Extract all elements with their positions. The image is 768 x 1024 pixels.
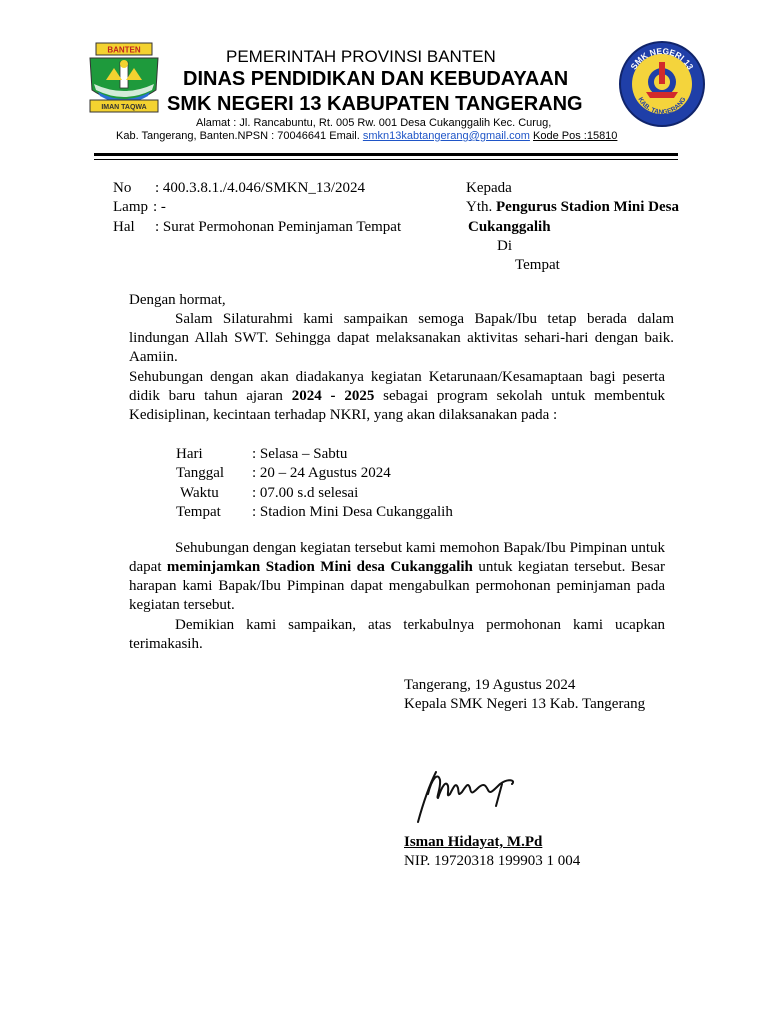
signatory-nip: NIP. 19720318 199903 1 004 xyxy=(404,853,581,869)
detail-value-time: : 07.00 s.d selesai xyxy=(252,485,359,501)
addressee-name-1: Pengurus Stadion Mini Desa xyxy=(496,199,679,215)
paragraph-purpose xyxy=(129,368,665,425)
kop-address-line-1: Alamat : Jl. Rancabuntu, Rt. 005 Rw. 001 Desa Cukanggalih Kec. Curug, xyxy=(196,117,552,129)
paragraph-request-text-b: untuk kegiatan tersebut. Besar harapan kami Bapak/Ibu Pimpinan dapat mengabulkan permohonan peminjaman pada kegiatan tersebut. xyxy=(129,559,665,613)
handwritten-signature xyxy=(408,764,528,830)
kop-address-line-2 xyxy=(116,130,617,142)
request-venue: meminjamkan Stadion Mini desa Cukanggalih xyxy=(166,559,473,575)
paragraph-closing: Demikian kami sampaikan, atas terkabulnya permohonan kami ucapkan terimakasih. xyxy=(129,617,665,652)
paragraph-request-text-a: Sehubungan dengan kegiatan tersebut kami memohon Bapak/Ibu Pimpinan untuk dapat xyxy=(129,540,665,575)
meta-hal-value: : Surat Permohonan Peminjaman Tempat xyxy=(155,219,402,235)
signature-position: Kepala SMK Negeri 13 Kab. Tangerang xyxy=(404,696,646,712)
kop-postal-code: Kode Pos :15810 xyxy=(533,130,618,142)
paragraph-purpose-text-b: sebagai program sekolah untuk membentuk Kedisiplinan, kecintaan terhadap NKRI, yang akan dilaksanakan pada : xyxy=(129,388,665,423)
paragraph-purpose-text-a: Sehubungan dengan akan diadakanya kegiatan Ketarunaan/Kesamaptaan bagi peserta didik baru tahun ajaran xyxy=(129,369,665,404)
academic-year: 2024 - 2025 xyxy=(291,388,375,404)
meta-hal-label: Hal xyxy=(113,219,135,235)
kop-divider-thin xyxy=(94,159,678,160)
signatory-name: Isman Hidayat, M.Pd xyxy=(404,834,543,850)
kop-divider-thick xyxy=(94,153,678,156)
detail-label-time: Waktu xyxy=(180,485,219,501)
addressee-tempat: Tempat xyxy=(515,257,560,273)
school-logo xyxy=(618,40,706,128)
paragraph-opening: Salam Silaturahmi kami sampaikan semoga Bapak/Ibu tetap berada dalam lindungan Allah SWT. Sehingga dapat melaksanakan aktivitas sehari-hari dengan baik. Aamiin. xyxy=(129,311,674,365)
school-email-link[interactable]: smkn13kabtangerang@gmail.com xyxy=(362,130,530,142)
addressee-yth: Yth. xyxy=(466,199,496,215)
kop-school-name: SMK NEGERI 13 KABUPATEN TANGERANG xyxy=(167,93,583,115)
addressee-line-1 xyxy=(466,198,679,217)
school-logo-top-text: SMK NEGERI 13 xyxy=(628,45,696,72)
kop-government-line: PEMERINTAH PROVINSI BANTEN xyxy=(226,47,496,66)
addressee-name-2: Cukanggalih xyxy=(468,219,551,235)
detail-value-place: : Stadion Mini Desa Cukanggalih xyxy=(252,504,453,520)
detail-label-date: Tanggal xyxy=(176,465,225,481)
addressee-di: Di xyxy=(497,238,512,254)
banten-emblem-top-text: BANTEN xyxy=(107,45,141,55)
detail-label-place: Tempat xyxy=(176,504,221,520)
kop-department-line: DINAS PENDIDIKAN DAN KEBUDAYAAN xyxy=(183,68,569,90)
addressee-kepada: Kepada xyxy=(466,180,512,196)
detail-label-day: Hari xyxy=(176,446,203,462)
detail-value-day: : Selasa – Sabtu xyxy=(252,446,348,462)
meta-lamp-value: : - xyxy=(153,199,166,215)
kop-address-npsn: Kab. Tangerang, Banten.NPSN : 70046641 Email. xyxy=(116,130,363,142)
meta-no-label: No xyxy=(113,180,132,196)
school-logo-bottom-text: KAB. TANGERANG xyxy=(636,96,688,117)
meta-no-value: : 400.3.8.1./4.046/SMKN_13/2024 xyxy=(155,180,366,196)
banten-emblem-logo xyxy=(84,40,164,116)
signature-place-date: Tangerang, 19 Agustus 2024 xyxy=(404,677,576,693)
detail-value-date: : 20 – 24 Agustus 2024 xyxy=(252,465,391,481)
paragraph-request xyxy=(129,539,665,615)
meta-lamp-label: Lamp xyxy=(113,199,148,215)
banten-emblem-bottom-text: IMAN TAQWA xyxy=(101,104,147,111)
greeting: Dengan hormat, xyxy=(129,292,226,308)
